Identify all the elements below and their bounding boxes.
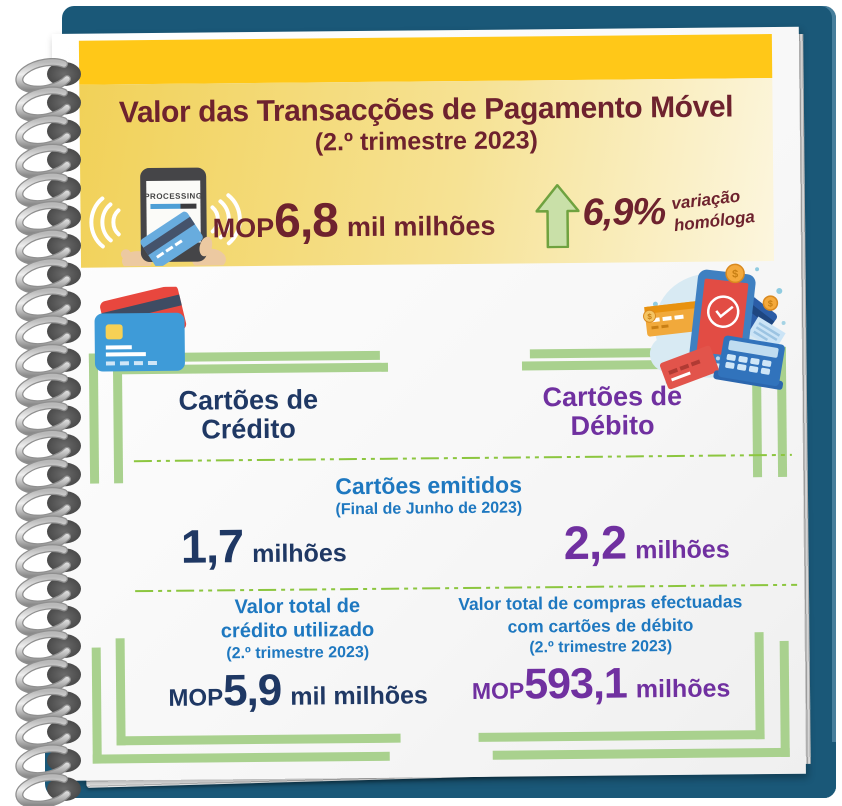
variation-percentage: 6,9% [582,191,666,234]
dashed-separator-top [134,455,792,461]
cards-issued-title: Cartões emitidos [335,471,523,500]
page-title: Valor das Transacções de Pagamento Móvel [118,90,734,130]
credit-cards-issued-value: 1,7 milhões [180,519,347,573]
page-subtitle: (2.º trimestre 2023) [314,126,539,157]
debit-cards-issued-value: 2,2 milhões [563,515,730,570]
svg-text:$: $ [767,298,773,309]
spiral-binding [0,58,102,806]
cards-issued-date: (Final de Junho de 2023) [335,499,523,519]
header-gradient [79,78,774,268]
notebook-page [52,27,806,781]
processing-label: PROCESSING [144,191,203,202]
gold-top-bar [79,34,772,85]
currency-code: MOP [212,212,275,244]
svg-text:$: $ [647,312,652,322]
credit-cards-icon [92,287,189,385]
header-banner [79,34,774,268]
debit-total-block: Valor total de compras efectuadas com cartões de débito (2.º trimestre 2023) MOP 593,1 milhões [458,591,743,708]
total-unit: mil milhões [346,210,496,243]
svg-text:$: $ [732,268,739,281]
total-transactions-value [212,194,496,248]
credit-total-block: Valor total de crédito utilizado (2.º trimestre 2023) MOP 5,9 mil milhões [168,595,428,716]
variation-label: variação homóloga [670,186,756,236]
debit-column-title: Cartões de Débito [542,380,683,441]
total-value: 6,8 [273,194,339,248]
credit-column-title: Cartões de Crédito [178,384,319,445]
up-arrow-icon [535,184,580,253]
